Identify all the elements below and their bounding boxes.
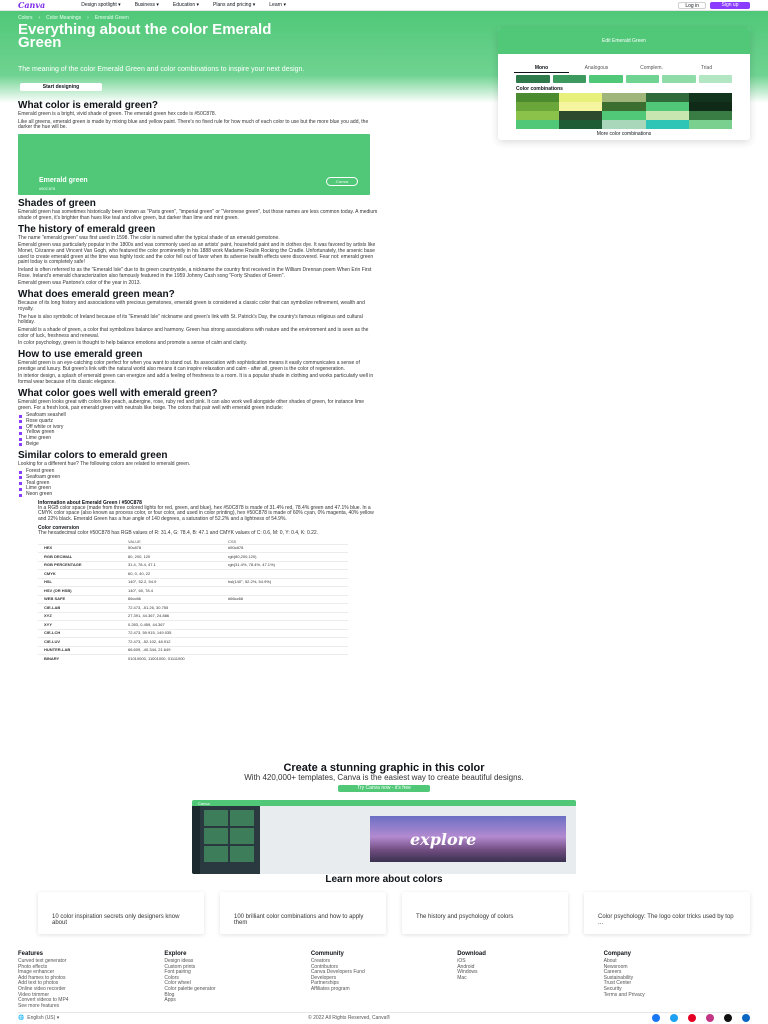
- table-cell: rgb(80,200,120): [228, 553, 348, 562]
- combination-row[interactable]: [516, 120, 732, 129]
- paragraph: Emerald green is a bright, vivid shade of green. The emerald green hex code is #50C878.: [18, 111, 217, 117]
- template-thumbnail: [204, 810, 228, 826]
- breadcrumb-colors[interactable]: Colors: [18, 15, 33, 21]
- editor-canvas: [260, 806, 576, 874]
- list-item[interactable]: Lime green: [18, 486, 378, 492]
- palette-card: [498, 28, 750, 140]
- heading-how-to-use: How to use emerald green: [18, 349, 143, 361]
- list-item[interactable]: Lime green: [18, 436, 378, 442]
- footer-link[interactable]: Photo effects: [18, 963, 48, 970]
- table-row: [38, 621, 348, 630]
- footer-link[interactable]: See more features: [18, 1002, 60, 1009]
- swatch-row: [498, 73, 750, 83]
- article-card[interactable]: Color psychology: The logo color tricks used by top ...: [584, 892, 750, 934]
- table-row: [38, 604, 348, 613]
- paragraph: Emerald green was particularly popular in the 1800s and was commonly used as an artists' paint, household paint and in clothes dye. It was favored by artists like Monet, Cézanne and Vincent Van Gogh, who featured the color prominently in his 1888 work Madame Roulin Rocking the Cradle. Unfortunately, the arsenic base used to create emerald green at the time was highly toxic and the color fell out of favor when its adverse health effects were discovered. Fear not: emerald green paint today is completely safe!: [18, 242, 376, 266]
- combination-row[interactable]: [516, 93, 732, 102]
- list-item[interactable]: Seafoam seashell: [18, 413, 378, 419]
- combinations-grid: [516, 93, 732, 129]
- footer-heading: Explore: [164, 951, 187, 957]
- list-item[interactable]: Off white or ivory: [18, 425, 378, 431]
- footer-column: [604, 951, 750, 1009]
- table-row: [38, 570, 348, 579]
- combination-swatch: [602, 120, 645, 129]
- table-row: [38, 612, 348, 621]
- footer-link[interactable]: Affiliates program: [310, 985, 350, 992]
- footer-link[interactable]: Partnerships: [310, 980, 339, 987]
- pinterest-icon[interactable]: [688, 1014, 696, 1022]
- table-cell: 140°, 60, 78.4: [128, 587, 228, 596]
- design-text: explore: [410, 830, 477, 849]
- footer-link[interactable]: Color wheel: [164, 980, 191, 987]
- heading-what-color: What color is emerald green?: [18, 100, 159, 111]
- footer-column: [457, 951, 603, 1009]
- footer-link[interactable]: Creators: [310, 958, 330, 964]
- combination-swatch: [602, 102, 645, 111]
- table-row: [38, 544, 348, 553]
- table-cell: [228, 612, 348, 621]
- combination-swatch: [559, 102, 602, 111]
- table-cell: 27.391, 44.367, 24.886: [128, 612, 228, 621]
- instagram-icon[interactable]: [706, 1014, 714, 1022]
- table-cell-label: BINARY: [38, 655, 128, 663]
- table-cell: [228, 655, 348, 663]
- login-button[interactable]: Log in: [678, 2, 706, 9]
- combination-swatch: [689, 111, 732, 120]
- page-subtitle: The meaning of the color Emerald Green and color combinations to inspire your next design.: [18, 66, 305, 73]
- color-swatch[interactable]: [589, 75, 623, 83]
- list-item[interactable]: Beige: [18, 442, 378, 448]
- combination-swatch: [602, 111, 645, 120]
- footer-heading: Features: [18, 951, 44, 957]
- table-row: [38, 587, 348, 596]
- footer-link[interactable]: Font pairing: [164, 969, 191, 976]
- table-row: [38, 629, 348, 638]
- editor-template-panel: [200, 806, 260, 874]
- table-cell: [228, 638, 348, 647]
- breadcrumb-separator: ›: [87, 15, 89, 21]
- article-card[interactable]: The history and psychology of colors: [402, 892, 568, 934]
- combination-row[interactable]: [516, 111, 732, 120]
- table-cell-label: XYY: [38, 621, 128, 630]
- template-thumbnail: [230, 846, 254, 862]
- table-cell-label: XYZ: [38, 612, 128, 621]
- table-header: VALUE: [128, 538, 141, 544]
- combination-swatch: [516, 102, 559, 111]
- twitter-icon[interactable]: [670, 1014, 678, 1022]
- paragraph: Like all greens, emerald green is made by mixing blue and yellow paint. There's no fixed rule for how much of each color to use but the more blue you add, the darker the hue will be.: [18, 118, 369, 131]
- tab-complementary[interactable]: Complem.: [640, 65, 663, 71]
- list-item[interactable]: Teal green: [18, 481, 378, 487]
- table-cell-label: CMYK: [38, 570, 128, 579]
- footer: [18, 951, 750, 1009]
- breadcrumb-color-meanings[interactable]: Color Meanings: [46, 15, 82, 21]
- footer-heading: Company: [603, 951, 631, 957]
- language-label: English (US) ▾: [27, 1014, 60, 1021]
- footer-link[interactable]: Video trimmer: [18, 991, 50, 998]
- color-swatch[interactable]: [553, 75, 587, 83]
- combination-swatch: [559, 93, 602, 102]
- footer-link[interactable]: Canva Developers Fund: [310, 969, 365, 976]
- footer-link[interactable]: Careers: [603, 969, 622, 976]
- footer-bottom: [18, 1012, 750, 1022]
- template-thumbnail: [230, 810, 254, 826]
- footer-link[interactable]: Add frames to photos: [18, 974, 66, 981]
- table-cell: [228, 604, 348, 613]
- table-row: [38, 553, 348, 562]
- table-cell: rgb(31.4%, 78.4%, 47.1%): [228, 561, 348, 570]
- combination-swatch: [689, 120, 732, 129]
- table-cell-label: HSL: [38, 578, 128, 587]
- table-cell: 72.473, 59.915, 149.035: [128, 629, 228, 638]
- article: [18, 98, 378, 663]
- table-cell-label: WEB SAFE: [38, 595, 128, 604]
- table-cell: [228, 570, 348, 579]
- linkedin-icon[interactable]: [742, 1014, 750, 1022]
- table-cell: 50c878: [128, 544, 228, 553]
- table-cell: 80, 200, 120: [128, 553, 228, 562]
- footer-link[interactable]: Curved text generator: [18, 958, 67, 964]
- table-cell-label: HUNTER-LAB: [38, 646, 128, 655]
- nav-item-education[interactable]: Education ▾: [172, 2, 200, 8]
- table-cell: [228, 646, 348, 655]
- conversion-title: Color conversion: [38, 524, 80, 531]
- top-navigation: [0, 0, 768, 11]
- table-cell: 0.283, 0.459, 44.367: [128, 621, 228, 630]
- combination-swatch: [516, 120, 559, 129]
- paragraph: Emerald green is an eye-catching color perfect for when you want to stand out. Its association with sophistication means it easily communicates a sense of prestige and luxury. But green's link with the natural world also means it can inspire relaxation and calm - after all, green is the color of regeneration.: [18, 360, 360, 372]
- signup-button[interactable]: Sign up: [710, 2, 750, 9]
- paragraph: The name "emerald green" was first used in 1598. The color is named after the typical shade of an emerald gemstone.: [18, 234, 280, 241]
- facebook-icon[interactable]: [652, 1014, 660, 1022]
- create-section: [0, 763, 768, 792]
- footer-column: [311, 951, 457, 1009]
- combination-swatch: [559, 120, 602, 129]
- heading-goes-well: What color goes well with emerald green?: [18, 387, 218, 399]
- paragraph: Emerald green was Pantone's color of the year in 2013.: [18, 280, 141, 287]
- color-conversion-table: [38, 539, 348, 663]
- info-block: [38, 500, 378, 663]
- language-selector[interactable]: [18, 1015, 59, 1021]
- table-cell: [228, 629, 348, 638]
- article-card[interactable]: 100 brilliant color combinations and how to apply them: [220, 892, 386, 934]
- footer-link[interactable]: Sustainability: [603, 974, 634, 981]
- combinations-label: Color combinations: [516, 86, 563, 92]
- footer-link[interactable]: Trust Center: [603, 980, 632, 987]
- globe-icon: 🌐: [18, 1014, 25, 1021]
- swatch-hex: #50C878: [39, 186, 56, 192]
- combination-row[interactable]: [516, 102, 732, 111]
- swatch-name: Emerald green: [39, 177, 88, 185]
- table-cell-label: RGB PERCENTAGE: [38, 561, 128, 570]
- page-title: Everything about the color Emerald Green: [18, 21, 272, 51]
- color-swatch[interactable]: [662, 75, 696, 83]
- heading-meaning: What does emerald green mean?: [18, 289, 175, 301]
- combination-swatch: [646, 93, 689, 102]
- table-cell: #50c878: [228, 544, 348, 553]
- table-row: [38, 646, 348, 655]
- footer-link[interactable]: Newsroom: [603, 963, 628, 970]
- combination-swatch: [516, 93, 559, 102]
- paragraph: Because of its long history and associations with precious gemstones, emerald green is considered a classic color that can symbolize refinement, wealth and royalty.: [18, 300, 365, 312]
- table-cell: 72.473, -51.26, 30.755: [128, 604, 228, 613]
- combination-swatch: [646, 120, 689, 129]
- paragraph: In color psychology, green is thought to help balance emotions and promote a sense of calm and clarity.: [18, 340, 248, 347]
- table-cell-label: RGB DECIMAL: [38, 553, 128, 562]
- footer-link[interactable]: Security: [603, 985, 622, 992]
- footer-heading: Community: [310, 951, 344, 957]
- table-cell-label: CIE-LAB: [38, 604, 128, 613]
- color-swatch-box: [18, 134, 370, 195]
- template-thumbnail: [204, 846, 228, 862]
- copyright: © 2022 All Rights Reserved, Canva®: [308, 1014, 391, 1021]
- table-row: [38, 561, 348, 570]
- try-canva-button[interactable]: Try Canva now - it's free: [338, 785, 430, 792]
- paragraph: Emerald green has sometimes historically been known as "Paris green", "imperial green" or "Veronese green", but those names are less common today. A medium shade of green, it's brighter than hues like teal and olive green, but darker than lime and mint green.: [18, 209, 378, 221]
- table-row: [38, 638, 348, 647]
- footer-link[interactable]: About: [603, 958, 617, 964]
- footer-link[interactable]: Color palette generator: [164, 985, 216, 992]
- table-cell: hsl(140°, 52.2%, 54.9%): [228, 578, 348, 587]
- table-cell-label: CIE-LCH: [38, 629, 128, 638]
- footer-link[interactable]: Online video recorder: [18, 985, 66, 992]
- combination-swatch: [516, 111, 559, 120]
- tab-triad[interactable]: Triad: [700, 65, 713, 71]
- table-cell: [228, 587, 348, 596]
- template-thumbnail: [230, 828, 254, 844]
- table-cell: 66.609, -40.344, 21.649: [128, 646, 228, 655]
- list-item[interactable]: Neon green: [18, 492, 378, 498]
- canva-logo: Canva: [326, 177, 358, 186]
- table-cell: 72.473, -52.102, 48.912: [128, 638, 228, 647]
- footer-link[interactable]: Developers: [310, 974, 337, 981]
- footer-link[interactable]: Contributors: [310, 963, 339, 970]
- footer-link[interactable]: Apps: [164, 997, 176, 1004]
- paragraph: Emerald is a shade of green, a color that symbolizes balance and harmony. Green has strong associations with nature and the environment and is seen as the color of luck, freshness and renewal.: [18, 326, 369, 339]
- table-cell-label: HSV (OR HSB): [38, 587, 128, 596]
- footer-link[interactable]: Image enhancer: [18, 969, 55, 976]
- editor-sidebar: [192, 806, 200, 874]
- tab-analogous[interactable]: Analogous: [584, 65, 609, 71]
- list-item[interactable]: Seafoam green: [18, 475, 378, 481]
- footer-link[interactable]: Design ideas: [164, 958, 194, 964]
- start-designing-button[interactable]: Start designing: [20, 83, 102, 91]
- footer-link[interactable]: Add text to photos: [18, 980, 59, 987]
- table-cell: 60, 0, 40, 22: [128, 570, 228, 579]
- tab-mono[interactable]: Mono: [514, 65, 569, 73]
- nav-item-design-spotlight[interactable]: Design spotlight ▾: [81, 2, 121, 8]
- footer-link[interactable]: Colors: [164, 974, 179, 981]
- list-item[interactable]: Yellow green: [18, 430, 378, 436]
- table-header: CSS: [228, 538, 237, 544]
- table-cell: 31.4, 78.4, 47.1: [128, 561, 228, 570]
- more-combinations-link[interactable]: More color combinations: [596, 131, 652, 137]
- create-title: Create a stunning graphic in this color: [283, 762, 485, 774]
- tiktok-icon[interactable]: [724, 1014, 732, 1022]
- list-item[interactable]: Forest green: [18, 469, 378, 475]
- combination-swatch: [559, 111, 602, 120]
- nav-item-business[interactable]: Business ▾: [134, 2, 159, 8]
- combination-swatch: [689, 93, 732, 102]
- footer-link[interactable]: iOS: [457, 958, 466, 964]
- color-swatch[interactable]: [699, 75, 733, 83]
- paragraph: In interior design, a splash of emerald green can energize and add a feeling of freshness to a room. It is a popular shade in clothing and works particularly well in formal wear because of its classic elegance.: [18, 373, 374, 386]
- paragraph: The hue is also symbolic of Ireland because of its "Emerald Isle" nickname and green's link with St. Patrick's Day, the country's famous religious and cultural holiday.: [18, 313, 363, 326]
- footer-link[interactable]: Blog: [164, 991, 175, 998]
- footer-link[interactable]: Convert videos to MP4: [18, 997, 69, 1004]
- combination-swatch: [602, 93, 645, 102]
- paragraph: Looking for a different hue? The following colors are related to emerald green.: [18, 460, 191, 467]
- learn-more-title: Learn more about colors: [325, 874, 443, 885]
- combination-swatch: [689, 102, 732, 111]
- color-swatch[interactable]: [516, 75, 550, 83]
- footer-column: [164, 951, 310, 1009]
- breadcrumb-separator: ›: [38, 15, 41, 21]
- article-cards: [38, 892, 750, 934]
- heading-shades: Shades of green: [18, 198, 96, 210]
- nav-menu: [81, 2, 286, 8]
- heading-history: The history of emerald green: [18, 223, 156, 235]
- nav-item-plans[interactable]: Plans and pricing ▾: [213, 2, 256, 8]
- table-cell-label: CIE-LUV: [38, 638, 128, 647]
- editor-preview: [192, 800, 576, 874]
- footer-link[interactable]: Android: [457, 963, 475, 970]
- table-body: [38, 544, 348, 663]
- nav-item-learn[interactable]: Learn ▾: [269, 2, 286, 8]
- table-row: [38, 578, 348, 587]
- paragraph: Ireland is often referred to as the "Emerald Isle" due to its green countryside, a nickname the country first received in the William Drennan poem When Erin First Rose. Ireland's emerald characterization also famously featured in the 1959 Johnny Cash song "Forty Shades of Green".: [18, 267, 372, 279]
- similar-colors-list: [18, 469, 378, 498]
- paragraph: In a RGB color space (made from three colored lights for red, green, and blue), hex #50C878 is made of 31.4% red, 78.4% green and 47.1% blue. In a CMYK color space (also known as process color, or four color, and used in color printing), hex #50C878 is made of 60% cyan, 0% magenta, 40% yellow and 22% black. Emerald Green has a hue angle of 140 degrees, a saturation of 52.2% and a lightness of 54.9%.: [38, 504, 374, 523]
- table-cell: [228, 621, 348, 630]
- canva-logo[interactable]: Canva: [18, 0, 46, 10]
- combination-swatch: [646, 111, 689, 120]
- table-row: [38, 595, 348, 604]
- heading-similar: Similar colors to emerald green: [18, 449, 168, 461]
- article-card[interactable]: 10 color inspiration secrets only designers know about: [38, 892, 204, 934]
- table-cell: 66cc66: [128, 595, 228, 604]
- table-cell: #66cc66: [228, 595, 348, 604]
- footer-link[interactable]: Windows: [457, 969, 478, 976]
- footer-link[interactable]: Terms and Privacy: [603, 991, 645, 998]
- palette-tabs: [498, 65, 750, 73]
- social-links: [652, 1014, 750, 1022]
- breadcrumb-current: Emerald Green: [94, 15, 129, 21]
- footer-heading: Download: [457, 951, 486, 957]
- list-item[interactable]: Rose quartz: [18, 419, 378, 425]
- table-cell-label: HEX: [38, 544, 128, 553]
- table-cell: 140°, 52.2, 54.9: [128, 578, 228, 587]
- combination-swatch: [646, 102, 689, 111]
- footer-link[interactable]: Custom prints: [164, 963, 196, 970]
- paragraph: Emerald green looks great with colors like peach, aubergine, rose, ruby red and pink. It can also work well alongside other shades of green, for instance lime green. For a fresh look, pair emerald green with neutrals like beige. The colors that pair well with emerald green include:: [18, 398, 365, 411]
- edit-color-button[interactable]: Edit Emerald Green: [498, 28, 750, 54]
- info-title: Information about Emerald Green / #50C878: [38, 499, 142, 506]
- footer-column: [18, 951, 164, 1009]
- canva-logo: Canva: [198, 800, 210, 806]
- table-cell: 01010000, 11001000, 01111000: [128, 655, 228, 663]
- color-swatch[interactable]: [626, 75, 660, 83]
- footer-link[interactable]: Mac: [457, 974, 467, 981]
- table-row: [38, 655, 348, 663]
- paragraph: The hexadecimal color #50C878 has RGB values of R: 31.4, G: 78.4, B: 47.1 and CMYK values of C: 0.6, M: 0, Y: 0.4, K: 0.22.: [38, 529, 319, 536]
- goes-well-list: [18, 413, 378, 447]
- create-subtitle: With 420,000+ templates, Canva is the easiest way to create beautiful designs.: [244, 773, 524, 782]
- template-thumbnail: [204, 828, 228, 844]
